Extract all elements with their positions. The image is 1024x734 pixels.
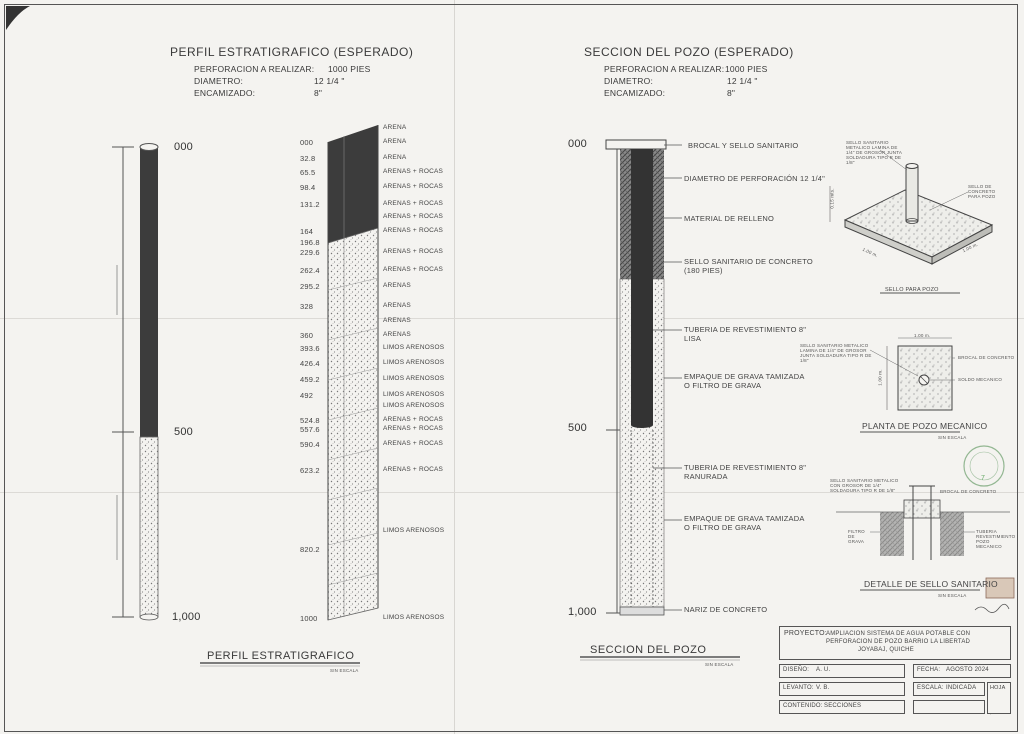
detalle-label: BROCAL DE CONCRETO (940, 489, 997, 494)
strata-material: LIMOS ARENOSOS (383, 344, 445, 351)
strata-material: LIMOS ARENOSOS (383, 527, 445, 534)
iso-dim-a: 1.00 m. (861, 246, 879, 259)
levanto-value: V. B. (816, 685, 830, 691)
strata-depth: 426.4 (300, 359, 320, 368)
perfil-spec-label: ENCAMIZADO: (194, 88, 256, 98)
iso-note: SELLO SANITARIO METALICO LAMINA DE 1/4" DE GROSOR JUNTA SOLDADURA TIPO R DE 1/8" (846, 140, 902, 165)
strata-depth: 1000 (300, 614, 318, 623)
title-block-diseno (779, 664, 905, 678)
proyecto-line: AMPLIACION SISTEMA DE AGUA POTABLE CON (826, 631, 971, 637)
planta-scale: SIN ESCALA (938, 435, 967, 440)
hoja-label: HOJA (990, 685, 1006, 691)
seccion-label: (180 PIES) (684, 266, 723, 275)
strata-depth: 32.8 (300, 154, 316, 163)
strata-material: ARENA (383, 154, 407, 161)
detalle-scale: SIN ESCALA (938, 593, 967, 598)
strata-material: ARENAS + ROCAS (383, 425, 444, 432)
strata-depth: 328 (300, 302, 314, 311)
strata-material: LIMOS ARENOSOS (383, 359, 445, 366)
title-block-levanto (779, 682, 905, 696)
contenido-label: CONTENIDO: (783, 703, 823, 709)
seccion-label: BROCAL Y SELLO SANITARIO (688, 141, 799, 150)
seccion-label: SELLO SANITARIO DE CONCRETO (684, 257, 813, 266)
seccion-spec-value: 1000 PIES (725, 64, 768, 74)
title-block-escala (913, 682, 985, 696)
iso-dim-b: 1.00 m. (961, 241, 979, 254)
levanto-label: LEVANTO: (783, 685, 814, 691)
detalle-label: TUBERIA REVESTIMIENTO POZO MECANICO (976, 529, 1016, 549)
perfil-spec-label: PERFORACION A REALIZAR: (194, 64, 315, 74)
strata-depth: 131.2 (300, 200, 320, 209)
strata-material: ARENAS (383, 331, 411, 338)
strata-depth: 262.4 (300, 266, 320, 275)
planta-title: PLANTA DE POZO MECANICO (862, 421, 988, 431)
fecha-label: FECHA: (917, 667, 941, 673)
escala-label: ESCALA: (917, 685, 944, 691)
strata-depth: 459.2 (300, 375, 320, 384)
strata-material: ARENAS + ROCAS (383, 213, 444, 220)
seccion-spec-value: 12 1/4 " (727, 76, 758, 86)
strata-depth: 65.5 (300, 168, 316, 177)
strata-material: ARENAS (383, 317, 411, 324)
strata-material: LIMOS ARENOSOS (383, 402, 445, 409)
diseno-value: A. U. (816, 667, 831, 673)
strata-material: ARENAS + ROCAS (383, 227, 444, 234)
perfil-depth-mark: 000 (174, 141, 193, 153)
strata-material: LIMOS ARENOSOS (383, 375, 445, 382)
seccion-label: RANURADA (684, 472, 728, 481)
strata-depth: 196.8 (300, 238, 320, 247)
strata-depth: 000 (300, 138, 314, 147)
planta-dim-top: 1.00 m. (914, 333, 931, 338)
perfil-spec-value: 8" (314, 88, 323, 98)
seccion-label: TUBERIA DE REVESTIMIENTO 8" (684, 325, 807, 334)
perfil-depth-mark: 500 (174, 426, 193, 438)
seccion-label: TUBERIA DE REVESTIMIENTO 8" (684, 463, 807, 472)
seccion-footer: SECCION DEL POZO (590, 644, 707, 656)
perfil-depth-mark: 1,000 (172, 611, 201, 623)
strata-material: ARENAS + ROCAS (383, 248, 444, 255)
detalle-label: FILTRO DE GRAVA (848, 529, 865, 544)
seccion-spec-value: 8" (727, 88, 736, 98)
stamp-number: 7 (981, 475, 986, 482)
planta-label: SOLDO MECANICO (958, 377, 1003, 382)
strata-depth: 492 (300, 391, 314, 400)
seccion-label: NARIZ DE CONCRETO (684, 605, 768, 614)
strata-depth: 590.4 (300, 440, 320, 449)
proyecto-label: PROYECTO: (784, 630, 827, 637)
seccion-label: EMPAQUE DE GRAVA TAMIZADA (684, 372, 805, 381)
detalle-note: SELLO SANITARIO METALICO CON GROSOR DE 1/4" SOLDADURA TIPO R DE 1/8" (830, 478, 899, 493)
detalle-title: DETALLE DE SELLO SANITARIO (864, 579, 998, 589)
seccion-depth-mark: 500 (568, 422, 587, 434)
seccion-label: DIAMETRO DE PERFORACIÓN 12 1/4" (684, 174, 825, 183)
iso-concreto-label: SELLO DE CONCRETO PARA POZO (968, 184, 996, 199)
seccion-label: LISA (684, 334, 702, 343)
strata-material: LIMOS ARENOSOS (383, 614, 445, 621)
strata-material: ARENA (383, 138, 407, 145)
seccion-label: O FILTRO DE GRAVA (684, 381, 762, 390)
strata-depth: 295.2 (300, 282, 320, 291)
strata-material: LIMOS ARENOSOS (383, 391, 445, 398)
title-block-signature (913, 700, 985, 714)
perfil-footer: PERFIL ESTRATIGRAFICO (207, 650, 355, 662)
title-block-fecha (913, 664, 1011, 678)
seccion-scale: SIN ESCALA (705, 662, 734, 667)
strata-depth: 820.2 (300, 545, 320, 554)
strata-material: ARENAS (383, 282, 411, 289)
title-block-contenido (779, 700, 905, 714)
strata-depth: 360 (300, 331, 314, 340)
strata-material: ARENA (383, 124, 407, 131)
strata-material: ARENAS + ROCAS (383, 416, 444, 423)
corner-fold (6, 6, 30, 30)
seccion-depth-mark: 1,000 (568, 606, 597, 618)
iso-dim-h: 0.15 mts. (829, 188, 835, 209)
escala-value: INDICADA (946, 685, 977, 691)
perfil-title: PERFIL ESTRATIGRAFICO (ESPERADO) (170, 45, 414, 59)
perfil-spec-value: 1000 PIES (328, 64, 371, 74)
strata-depth: 98.4 (300, 183, 316, 192)
planta-dim-side: 1.00 m. (877, 369, 883, 386)
seccion-spec-label: PERFORACION A REALIZAR: (604, 64, 725, 74)
strata-material: ARENAS + ROCAS (383, 200, 444, 207)
proyecto-line: PERFORACION DE POZO BARRIO LA LIBERTAD (826, 639, 971, 645)
strata-material: ARENAS + ROCAS (383, 440, 444, 447)
seccion-spec-label: DIAMETRO: (604, 76, 654, 86)
title-block-hoja (987, 682, 1011, 714)
strata-material: ARENAS + ROCAS (383, 266, 444, 273)
strata-depth: 524.8 (300, 416, 320, 425)
seccion-spec-label: ENCAMIZADO: (604, 88, 666, 98)
strata-material: ARENAS + ROCAS (383, 183, 444, 190)
iso-caption: SELLO PARA POZO (885, 287, 939, 293)
seccion-label: EMPAQUE DE GRAVA TAMIZADA (684, 514, 805, 523)
proyecto-line: JOYABAJ, QUICHE (858, 647, 914, 653)
strata-depth: 623.2 (300, 466, 320, 475)
seccion-label: O FILTRO DE GRAVA (684, 523, 762, 532)
contenido-value: SECCIONES (824, 703, 862, 709)
strata-material: ARENAS (383, 302, 411, 309)
perfil-scale: SIN ESCALA (330, 668, 359, 673)
strata-material: ARENAS + ROCAS (383, 466, 444, 473)
strata-depth: 229.6 (300, 248, 320, 257)
perfil-spec-value: 12 1/4 " (314, 76, 345, 86)
strata-depth: 393.6 (300, 344, 320, 353)
planta-note: SELLO SANITARIO METALICO LAMINA DE 1/4" DE GROSOR JUNTA SOLDADURA TIPO R DE 1/8" (800, 343, 872, 363)
strata-material: ARENAS + ROCAS (383, 168, 444, 175)
seccion-depth-mark: 000 (568, 138, 587, 150)
seccion-label: MATERIAL DE RELLENO (684, 214, 775, 223)
diseno-label: DISEÑO: (783, 667, 810, 673)
planta-label: BROCAL DE CONCRETO (958, 355, 1015, 360)
seccion-title: SECCION DEL POZO (ESPERADO) (584, 45, 794, 59)
strata-depth: 164 (300, 227, 314, 236)
perfil-spec-label: DIAMETRO: (194, 76, 244, 86)
title-block-proyecto (779, 626, 1011, 660)
fecha-value: AGOSTO 2024 (946, 667, 989, 673)
strata-depth: 557.6 (300, 425, 320, 434)
